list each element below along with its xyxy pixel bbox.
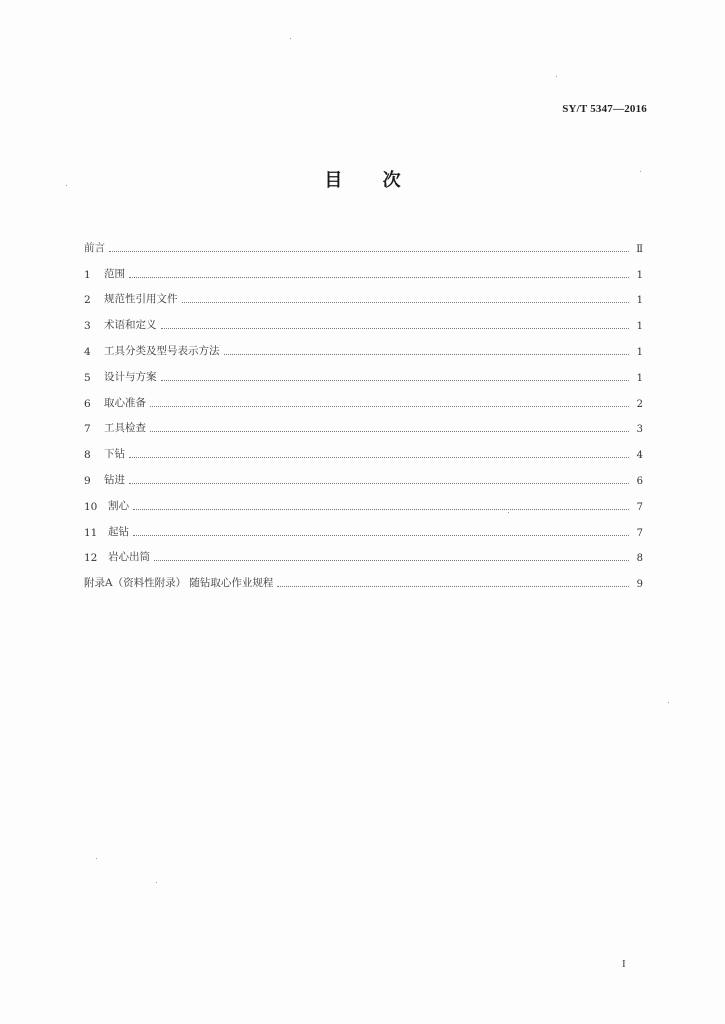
leader-dots — [109, 250, 629, 252]
toc-entry-label: 工具分类及型号表示方法 — [104, 344, 220, 357]
toc-entry-number: 8 — [84, 449, 91, 462]
toc-entry-label: 钻进 — [104, 473, 125, 486]
toc-entry-page: 7 — [636, 501, 643, 513]
leader-dots — [161, 327, 630, 329]
scan-speck — [640, 171, 641, 172]
toc-entry-page: 1 — [636, 346, 643, 358]
toc-entry-label: 设计与方案 — [104, 370, 157, 383]
toc-entry-11[interactable] — [84, 513, 643, 539]
scan-speck — [96, 858, 97, 859]
toc-entry-number: 11 — [84, 526, 98, 539]
leader-dots — [161, 379, 630, 381]
leader-dots — [129, 482, 629, 484]
scan-speck — [556, 76, 557, 77]
toc-entry-label: 岩心出筒 — [108, 551, 150, 564]
leader-dots — [182, 301, 630, 303]
toc-entry-number: 9 — [84, 474, 91, 487]
toc-entry-label: 附录A（资料性附录） 随钻取心作业规程 — [84, 577, 274, 590]
table-of-contents — [84, 229, 643, 590]
title-char-2: 次 — [382, 170, 401, 191]
scan-speck — [508, 512, 509, 513]
toc-entry-page: 9 — [636, 579, 643, 591]
page-number: I — [622, 958, 626, 970]
toc-entry-page: 3 — [636, 424, 643, 436]
leader-dots — [129, 276, 629, 278]
toc-entry-12[interactable] — [84, 539, 643, 565]
toc-entry-number: 5 — [84, 371, 91, 384]
toc-entry-page: 1 — [636, 321, 643, 333]
toc-entry-appendix-a[interactable] — [84, 564, 643, 590]
toc-entry-10[interactable] — [84, 487, 643, 513]
scan-speck — [290, 38, 291, 39]
toc-entry-5[interactable] — [84, 358, 643, 384]
toc-entry-2[interactable] — [84, 281, 643, 307]
toc-entry-number: 4 — [84, 345, 91, 358]
toc-entry-page: 2 — [636, 398, 643, 410]
toc-entry-9[interactable] — [84, 461, 643, 487]
toc-entry-4[interactable] — [84, 332, 643, 358]
scan-speck — [350, 302, 351, 303]
toc-entry-page: 1 — [636, 269, 643, 281]
standard-code: SY/T 5347—2016 — [562, 103, 647, 115]
leader-dots — [150, 405, 629, 407]
toc-entry-page: 7 — [636, 527, 643, 539]
leader-dots — [277, 585, 629, 587]
toc-entry-page: 1 — [636, 372, 643, 384]
toc-entry-label: 起钻 — [108, 525, 129, 538]
toc-entry-label: 前言 — [84, 241, 105, 254]
toc-entry-page: 8 — [636, 553, 643, 565]
toc-entry-number: 6 — [84, 397, 91, 410]
toc-entry-label: 范围 — [104, 267, 125, 280]
scan-speck — [668, 702, 669, 703]
toc-entry-label: 工具检查 — [104, 422, 146, 435]
toc-entry-label: 取心准备 — [104, 396, 146, 409]
toc-entry-label: 下钻 — [104, 448, 125, 461]
toc-entry-8[interactable] — [84, 435, 643, 461]
toc-entry-page: 1 — [636, 295, 643, 307]
toc-entry-7[interactable] — [84, 410, 643, 436]
toc-entry-label: 术语和定义 — [104, 319, 157, 332]
toc-entry-foreword[interactable] — [84, 229, 643, 255]
toc-entry-3[interactable] — [84, 306, 643, 332]
scan-speck — [156, 882, 157, 883]
toc-entry-number: 10 — [84, 500, 98, 513]
toc-entry-page: Ⅱ — [636, 243, 643, 255]
scan-speck — [66, 185, 67, 186]
toc-entry-1[interactable] — [84, 255, 643, 281]
leader-dots — [133, 508, 629, 510]
leader-dots — [133, 534, 629, 536]
toc-entry-page: 4 — [636, 450, 643, 462]
title-char-1: 目 — [324, 170, 343, 191]
scan-speck — [360, 328, 361, 329]
page-title — [0, 166, 725, 192]
toc-entry-number: 3 — [84, 320, 91, 333]
leader-dots — [224, 353, 630, 355]
leader-dots — [150, 430, 629, 432]
leader-dots — [129, 456, 629, 458]
toc-entry-number: 1 — [84, 268, 91, 281]
leader-dots — [154, 559, 629, 561]
toc-entry-number: 2 — [84, 294, 91, 307]
toc-entry-page: 6 — [636, 475, 643, 487]
toc-entry-label: 规范性引用文件 — [104, 293, 178, 306]
toc-entry-label: 割心 — [108, 499, 129, 512]
toc-entry-6[interactable] — [84, 384, 643, 410]
toc-entry-number: 7 — [84, 423, 91, 436]
toc-entry-number: 12 — [84, 552, 98, 565]
